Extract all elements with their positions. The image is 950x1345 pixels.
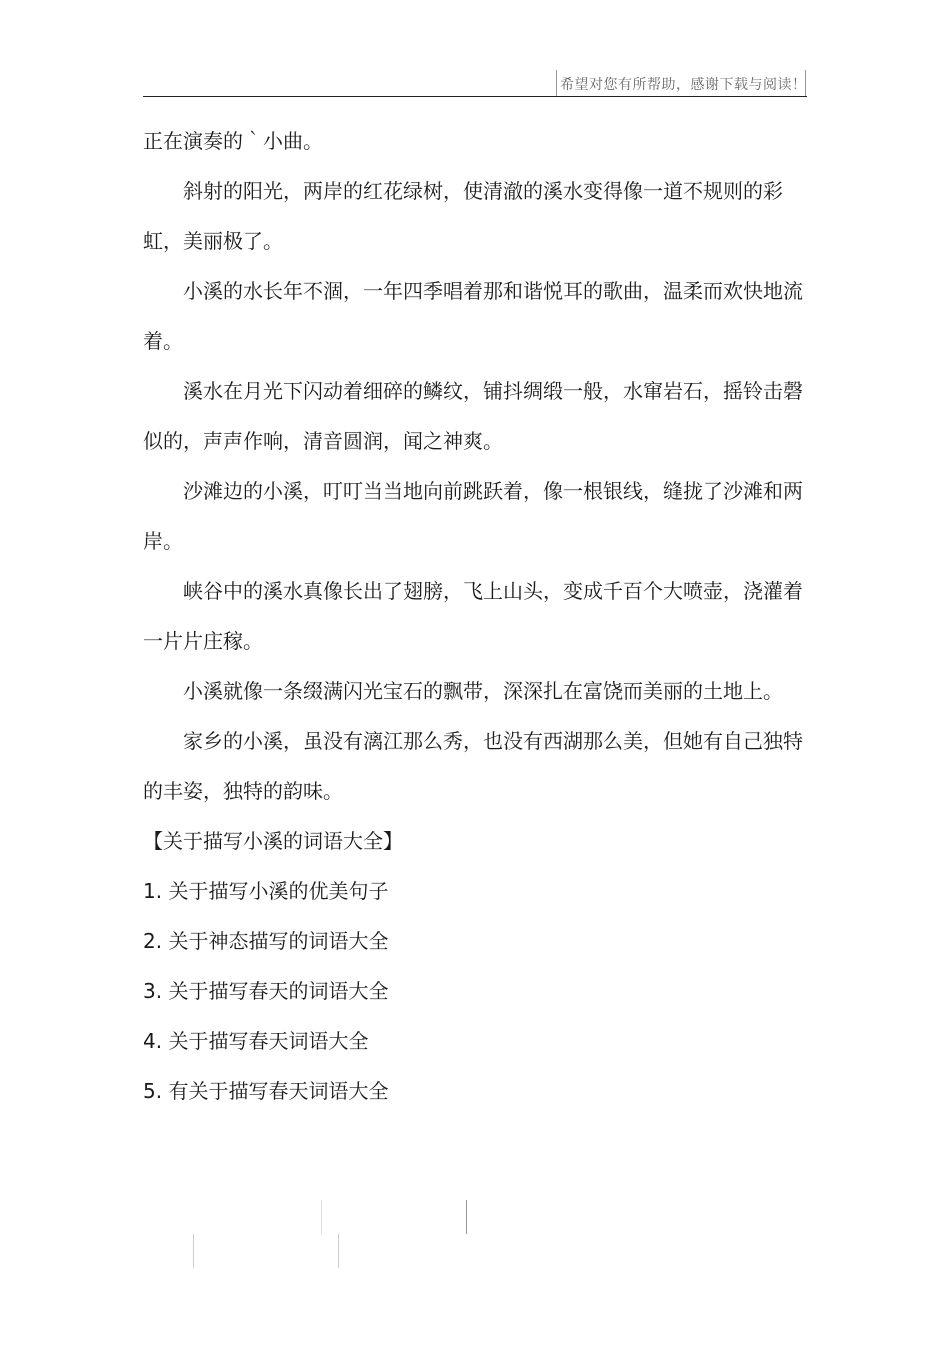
- footer-divider: [321, 1200, 322, 1234]
- continuation-text: 正在演奏的｀小曲。: [143, 129, 323, 153]
- paragraph: 小溪的水长年不涸，一年四季唱着那和谐悦耳的歌曲，温柔而欢快地流着。: [143, 279, 803, 353]
- footer-divider: [466, 1200, 467, 1234]
- header-divider: [143, 96, 807, 97]
- related-link[interactable]: 1. 关于描写小溪的优美句子: [143, 879, 389, 903]
- related-link[interactable]: 3. 关于描写春天的词语大全: [143, 979, 389, 1003]
- related-link[interactable]: 4. 关于描写春天词语大全: [143, 1029, 369, 1053]
- related-section-title: 【关于描写小溪的词语大全】: [143, 829, 403, 853]
- paragraph: 小溪就像一条缀满闪光宝石的飘带，深深扎在富饶而美丽的土地上。: [183, 679, 783, 703]
- footer-divider: [193, 1234, 194, 1268]
- related-link[interactable]: 5. 有关于描写春天词语大全: [143, 1079, 389, 1103]
- paragraph: 沙滩边的小溪，叮叮当当地向前跳跃着，像一根银线，缝拢了沙滩和两岸。: [143, 479, 803, 553]
- paragraph: 斜射的阳光，两岸的红花绿树，使清澈的溪水变得像一道不规则的彩虹，美丽极了。: [143, 179, 783, 253]
- paragraph: 峡谷中的溪水真像长出了翅膀，飞上山头，变成千百个大喷壶，浇灌着一片片庄稼。: [143, 579, 803, 653]
- header-note: 希望对您有所帮助，感谢下载与阅读！: [560, 77, 807, 93]
- document-body: [143, 116, 807, 1116]
- footer-divider: [338, 1234, 339, 1268]
- paragraph: 家乡的小溪，虽没有漓江那么秀，也没有西湖那么美，但她有自己独特的丰姿，独特的韵味。: [143, 729, 803, 803]
- related-link[interactable]: 2. 关于神态描写的词语大全: [143, 929, 389, 953]
- paragraph: 溪水在月光下闪动着细碎的鳞纹，铺抖绸缎一般，水窜岩石，摇铃击磬似的，声声作响，清音圆润，闻之神爽。: [143, 379, 803, 453]
